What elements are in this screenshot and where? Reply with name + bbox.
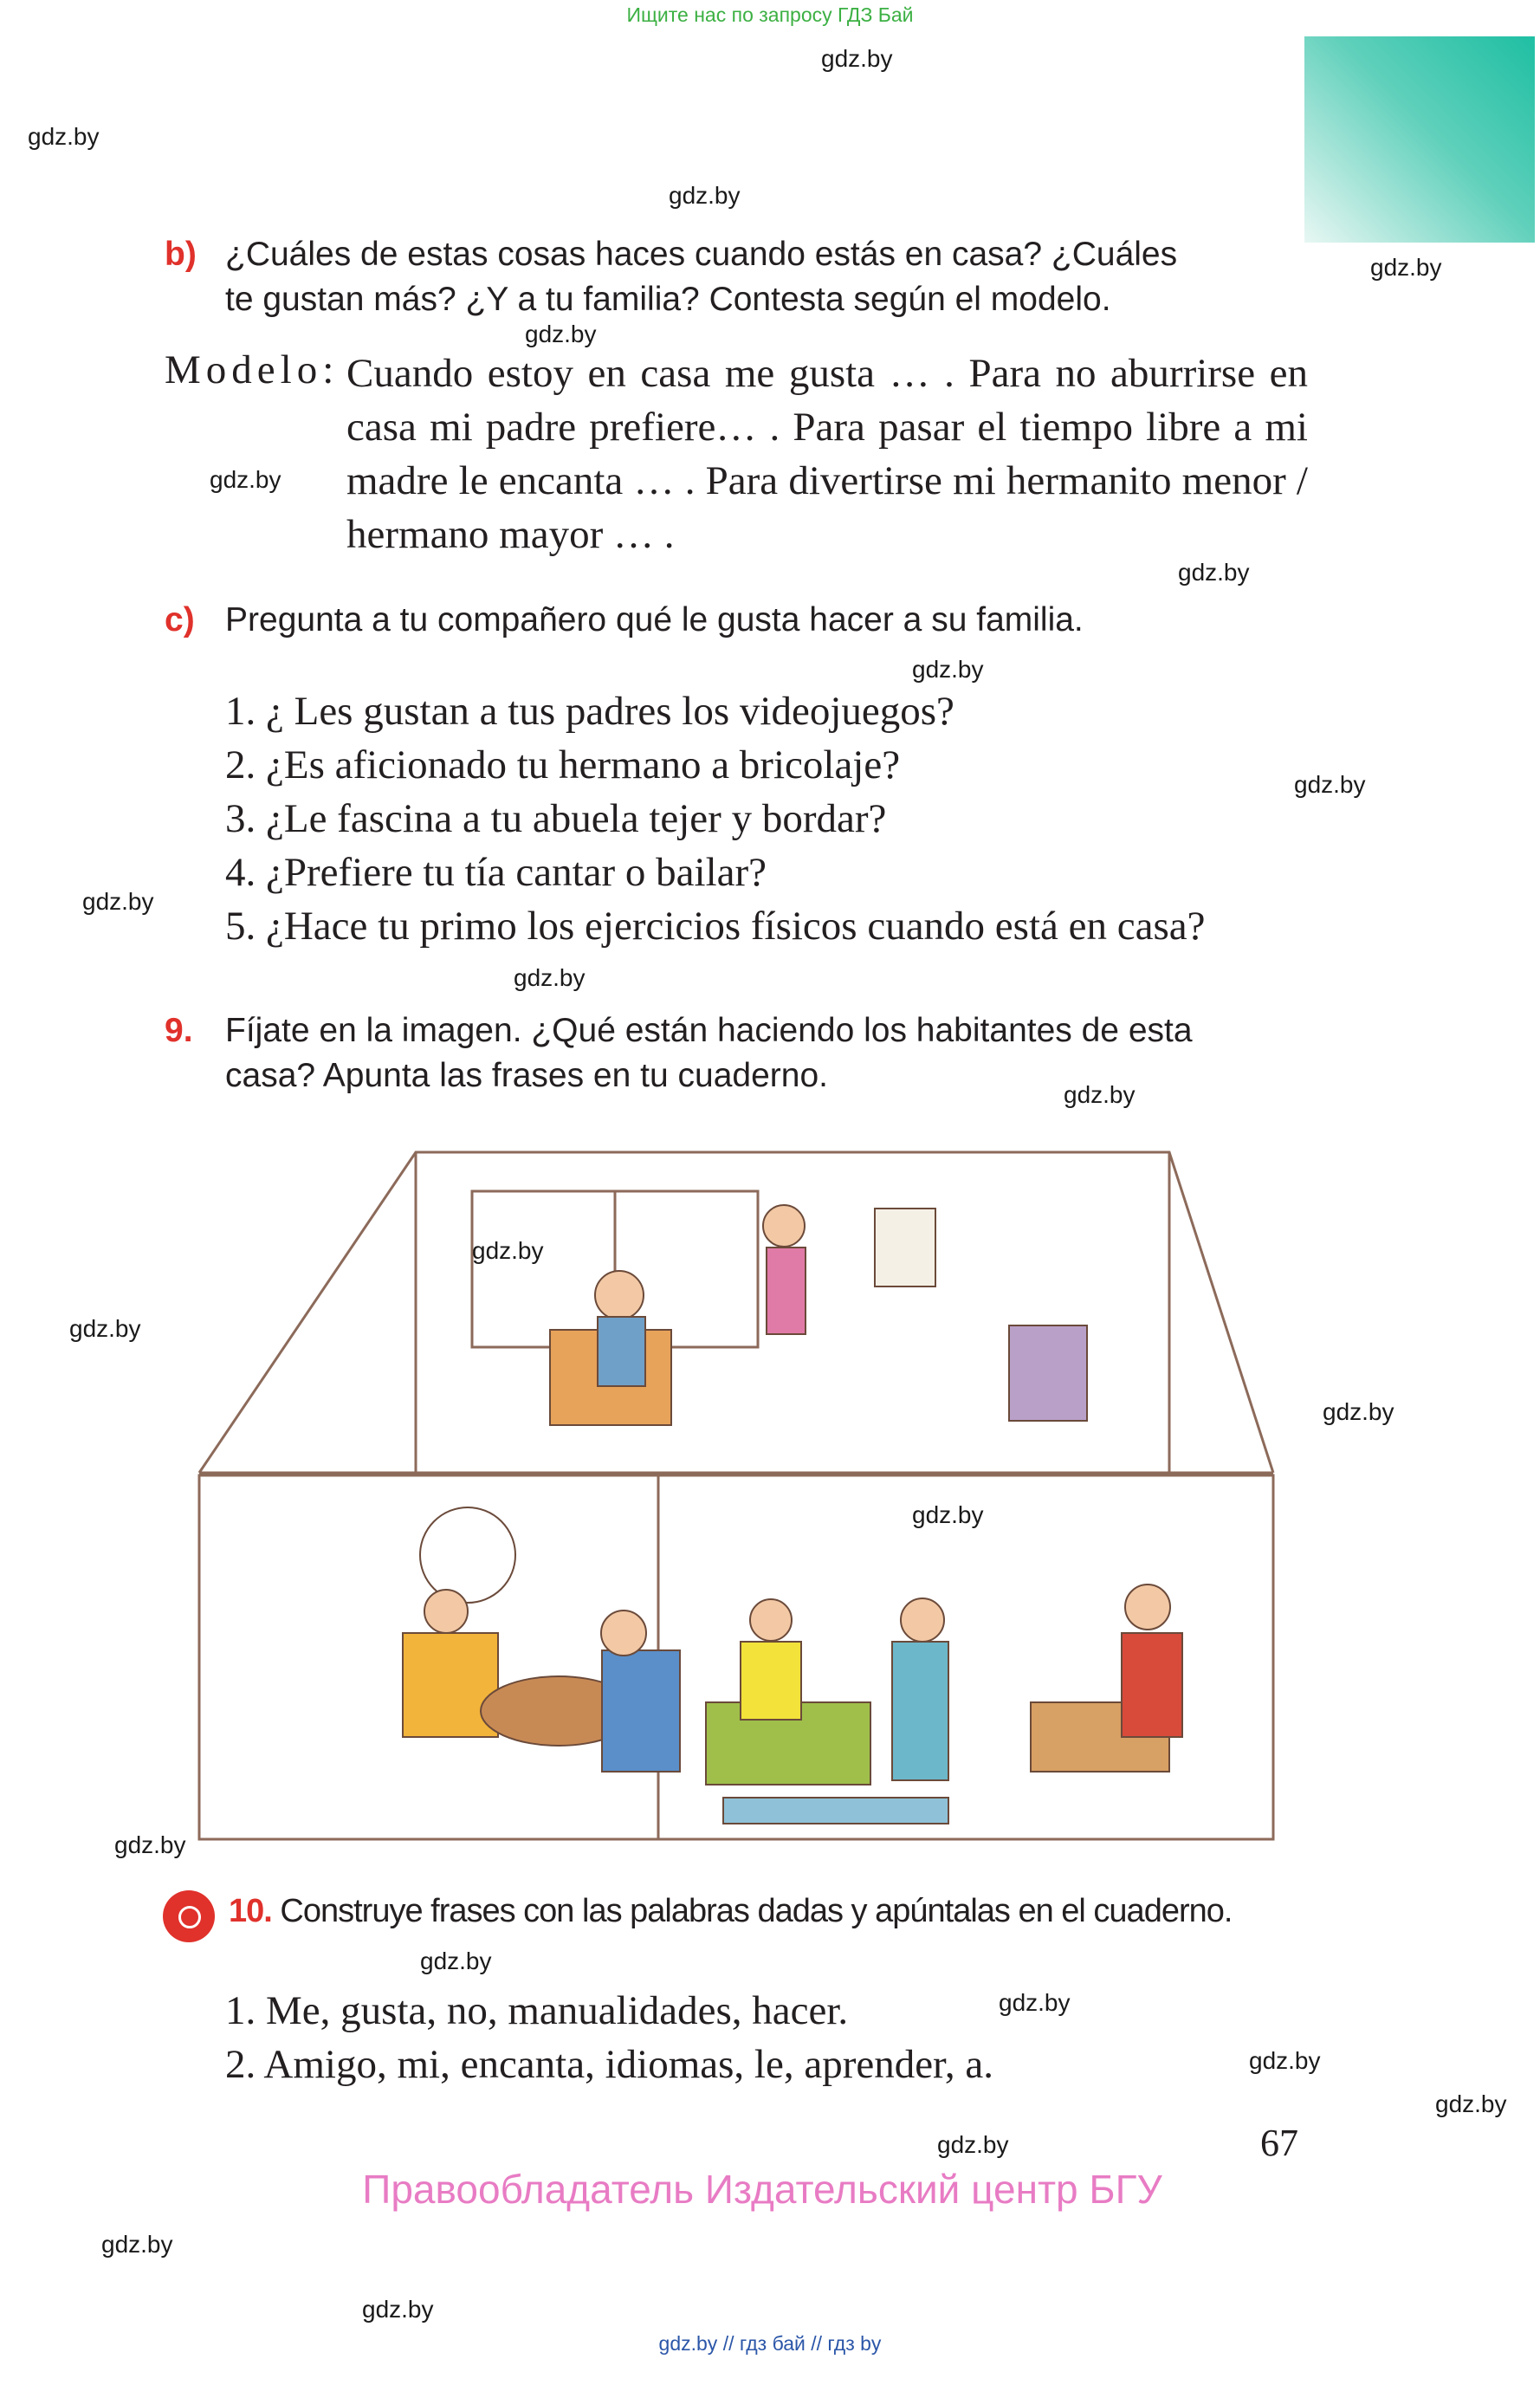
footer-links[interactable]: gdz.by // гдз бай // гдз by: [658, 2332, 882, 2355]
watermark: gdz.by: [1178, 559, 1250, 586]
exercise-number: 10.: [229, 1893, 272, 1929]
watermark: gdz.by: [525, 321, 597, 347]
list-item: 1. Me, gusta, no, manualidades, hacer.: [225, 1988, 849, 2033]
page-number: 67: [1260, 2122, 1298, 2164]
watermark: gdz.by: [1435, 2090, 1507, 2117]
exercise-9-line: casa? Apunta las frases en tu cuaderno.: [225, 1057, 828, 1094]
audio-disc-icon: [163, 1890, 215, 1942]
section-letter: c): [165, 601, 195, 638]
watermark: gdz.by: [101, 2231, 173, 2258]
watermark: gdz.by: [82, 888, 154, 915]
section-b-line: te gustan más? ¿Y a tu familia? Contesta según el modelo.: [225, 281, 1111, 318]
section-c-text: Pregunta a tu compañero qué le gusta hacer a su familia.: [225, 601, 1084, 638]
exercise-number: 9.: [165, 1012, 193, 1049]
watermark: gdz.by: [28, 123, 100, 150]
watermark: gdz.by: [821, 45, 893, 72]
modelo-label: Modelo:: [165, 347, 340, 392]
copyright-notice: Правообладатель Издательский центр БГУ: [362, 2167, 1162, 2212]
watermark: gdz.by: [912, 1501, 984, 1528]
watermark: gdz.by: [999, 1989, 1071, 2016]
house-illustration: [186, 1148, 1278, 1854]
section-b-line: ¿Cuáles de estas cosas haces cuando estás en casa? ¿Cuáles: [225, 236, 1178, 273]
list-item: 3. ¿Le fascina a tu abuela tejer y bordar?: [225, 796, 887, 841]
watermark: gdz.by: [1064, 1081, 1136, 1108]
watermark: gdz.by: [362, 2296, 434, 2323]
watermark: gdz.by: [69, 1315, 141, 1342]
watermark: gdz.by: [472, 1237, 544, 1264]
question-list: [225, 684, 1317, 953]
list-item: 5. ¿Hace tu primo los ejercicios físicos cuando está en casa?: [225, 904, 1206, 949]
list-item: 2. Amigo, mi, encanta, idiomas, le, aprender, a.: [225, 2042, 993, 2087]
exercise-10: [229, 1889, 1355, 1934]
section-b: [165, 232, 1325, 322]
section-c: [165, 598, 1325, 643]
section-letter: b): [165, 236, 197, 273]
exercise-10-text: Construye frases con las palabras dadas y apúntalas en el cuaderno.: [280, 1893, 1233, 1929]
list-item: 2. ¿Es aficionado tu hermano a bricolaje?: [225, 742, 901, 787]
watermark: gdz.by: [210, 466, 281, 493]
modelo-text: Cuando estoy en casa me gusta … . Para no aburrirse en casa mi padre prefiere… . Para pasar el tiempo libre a mi madre le encanta … . Para divertirse mi hermanito menor / hermano mayor … .: [346, 351, 1308, 557]
watermark: gdz.by: [937, 2131, 1009, 2158]
list-item: 1. ¿ Les gustan a tus padres los videojuegos?: [225, 689, 954, 734]
watermark: gdz.by: [1294, 771, 1366, 798]
watermark: gdz.by: [420, 1948, 492, 1974]
exercise-9: [165, 1008, 1325, 1099]
exercise-9-line: Fíjate en la imagen. ¿Qué están haciendo los habitantes de esta: [225, 1012, 1193, 1049]
watermark: gdz.by: [1323, 1398, 1394, 1425]
corner-decoration: [1304, 36, 1535, 243]
watermark: gdz.by: [514, 964, 586, 991]
exercise-10-list: [225, 1984, 1317, 2091]
search-hint-banner: Ищите нас по запросу ГДЗ Бай: [626, 3, 914, 26]
watermark: gdz.by: [669, 182, 741, 209]
watermark: gdz.by: [912, 656, 984, 683]
watermark: gdz.by: [1249, 2047, 1321, 2074]
list-item: 4. ¿Prefiere tu tía cantar o bailar?: [225, 850, 767, 895]
watermark: gdz.by: [114, 1831, 186, 1858]
watermark: gdz.by: [1370, 254, 1442, 281]
